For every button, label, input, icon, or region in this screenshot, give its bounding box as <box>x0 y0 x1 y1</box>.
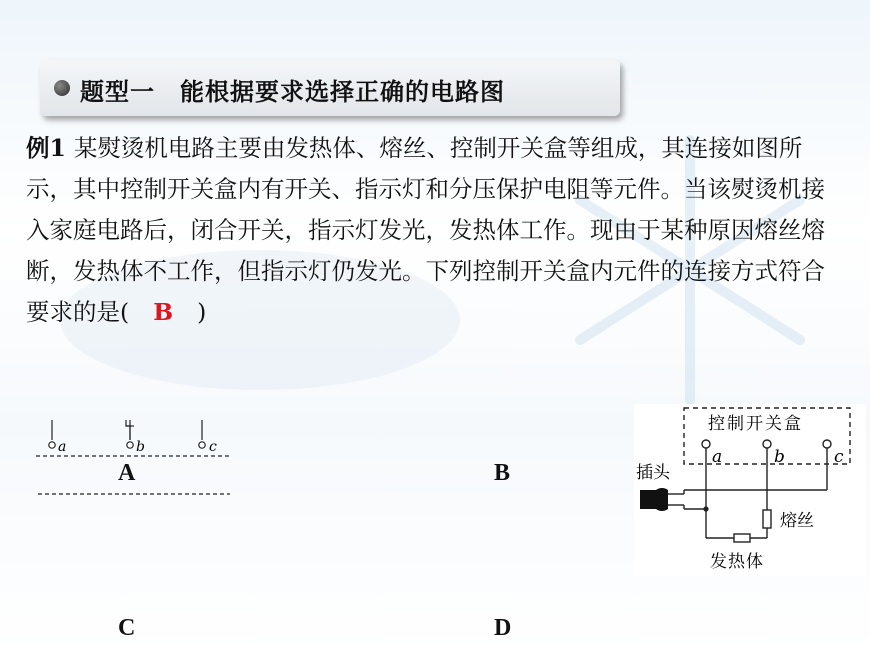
bullet-icon <box>54 80 70 96</box>
option-d-label: D <box>494 615 512 641</box>
question-body: 某熨烫机电路主要由发热体、熔丝、控制开关盒等组成，其连接如图所示，其中控制开关盒内有开关、指示灯和分压保护电阻等元件。当该熨烫机接入家庭电路后，闭合开关，指示灯发光，发热体工作。现由于某种原因熔丝熔断，发热体不工作，但指示灯仍发光。下列控制开关盒内元件的连接方式符合要求的是( <box>26 134 825 326</box>
fuse-icon <box>763 510 771 528</box>
plug-icon <box>640 488 668 511</box>
heater-label: 发热体 <box>710 552 764 572</box>
option-a-diagram <box>34 412 234 502</box>
terminal-b-icon <box>763 440 771 448</box>
terminal-a-icon <box>702 440 710 448</box>
answer-text: B <box>153 298 174 326</box>
question-text-block <box>26 128 848 333</box>
circuit-terminal-b: b <box>774 447 785 467</box>
option-a-terminal-b: b <box>136 439 145 455</box>
heater-icon <box>734 534 750 542</box>
terminal-c-icon <box>823 440 831 448</box>
option-a-label: A <box>118 460 136 486</box>
question-label: 例1 <box>26 134 66 162</box>
option-b-label: B <box>494 460 511 486</box>
question-close-paren: ) <box>197 298 207 326</box>
option-a-terminal-c: c <box>209 439 217 455</box>
section-title-box <box>40 60 620 116</box>
section-title: 题型一 能根据要求选择正确的电路图 <box>80 78 505 106</box>
circuit-terminal-c: c <box>834 447 844 467</box>
junction-dot <box>703 506 708 511</box>
circuit-terminal-a: a <box>712 447 723 467</box>
option-a-terminal-a: a <box>58 439 67 455</box>
control-box-label: 控制开关盒 <box>708 414 803 434</box>
circuit-diagram <box>634 404 866 576</box>
fuse-label: 熔丝 <box>780 511 814 531</box>
plug-label: 插头 <box>636 463 670 483</box>
option-c-label: C <box>118 615 136 641</box>
